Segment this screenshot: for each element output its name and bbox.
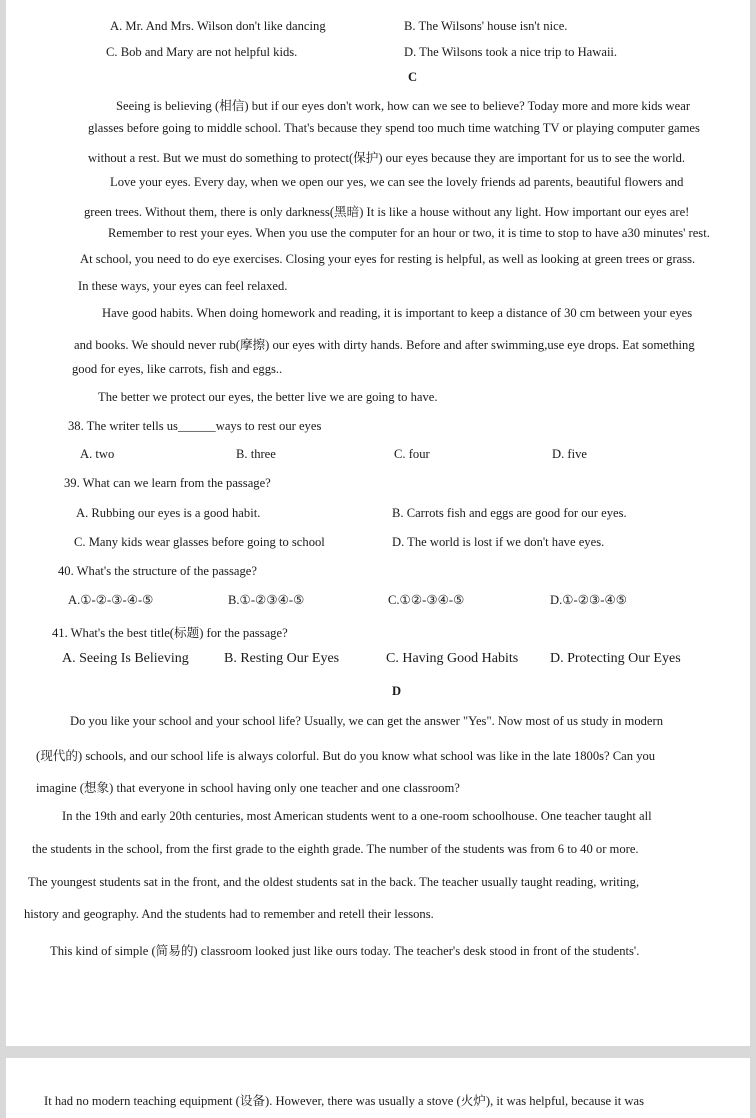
next-page-first-line: It had no modern teaching equipment (设备). However, there was usually a stove (火炉), it was helpful, because it was bbox=[44, 1094, 644, 1108]
question-38-stem: 38. The writer tells us______ways to rest our eyes bbox=[68, 419, 322, 433]
question-40-option-b: B.①-②③④-⑤ bbox=[228, 593, 305, 607]
question-41-option-b: B. Resting Our Eyes bbox=[224, 651, 340, 666]
section-d-heading: D bbox=[392, 684, 402, 698]
question-38-option-d: D. five bbox=[552, 447, 587, 461]
passage-d-line: imagine (想象) that everyone in school having only one teacher and one classroom? bbox=[36, 781, 460, 795]
option-b-prev: B. The Wilsons' house isn't nice. bbox=[404, 19, 568, 33]
passage-c-line: green trees. Without them, there is only darkness(黑暗) It is like a house without any light. How important our eyes are! bbox=[84, 205, 690, 219]
passage-d-line: Do you like your school and your school life? Usually, we can get the answer "Yes". Now most of us study in modern bbox=[70, 714, 663, 728]
question-40-option-c: C.①②-③④-⑤ bbox=[388, 593, 465, 607]
question-40-stem: 40. What's the structure of the passage? bbox=[58, 564, 257, 578]
question-41-stem: 41. What's the best title(标题) for the passage? bbox=[52, 626, 288, 640]
question-38-option-c: C. four bbox=[394, 447, 430, 461]
passage-d-line: This kind of simple (简易的) classroom looked just like ours today. The teacher's desk stood in front of the students'. bbox=[50, 944, 640, 958]
question-38-option-b: B. three bbox=[236, 447, 276, 461]
passage-c-line: The better we protect our eyes, the better live we are going to have. bbox=[98, 390, 438, 404]
passage-c-line: and books. We should never rub(摩擦) our eyes with dirty hands. Before and after swimming,use eye drops. Eat something bbox=[74, 338, 695, 352]
question-39-option-b: B. Carrots fish and eggs are good for our eyes. bbox=[392, 506, 627, 520]
passage-c-line: glasses before going to middle school. That's because they spend too much time watching TV or playing computer games bbox=[88, 121, 700, 135]
question-39-option-c: C. Many kids wear glasses before going to school bbox=[74, 535, 325, 549]
question-39-stem: 39. What can we learn from the passage? bbox=[64, 476, 271, 490]
passage-c-line: At school, you need to do eye exercises. Closing your eyes for resting is helpful, as well as looking at green trees or grass. bbox=[80, 252, 696, 266]
next-exam-page bbox=[6, 1058, 750, 1118]
option-d-prev: D. The Wilsons took a nice trip to Hawaii. bbox=[404, 45, 618, 59]
passage-d-line: In the 19th and early 20th centuries, most American students went to a one-room schoolhouse. One teacher taught all bbox=[62, 809, 652, 823]
question-38-option-a: A. two bbox=[80, 447, 115, 461]
option-c-prev: C. Bob and Mary are not helpful kids. bbox=[106, 45, 298, 59]
question-40-option-a: A.①-②-③-④-⑤ bbox=[68, 593, 154, 607]
question-39-option-a: A. Rubbing our eyes is a good habit. bbox=[76, 506, 261, 520]
passage-c-line: Love your eyes. Every day, when we open our yes, we can see the lovely friends ad parents, beautiful flowers and bbox=[110, 175, 684, 189]
passage-c-line: Have good habits. When doing homework and reading, it is important to keep a distance of 30 cm between your eyes bbox=[102, 306, 693, 320]
passage-c-line: without a rest. But we must do something to protect(保护) our eyes because they are important for us to see the world. bbox=[88, 151, 686, 165]
section-c-heading: C bbox=[408, 70, 418, 84]
passage-c-line: Remember to rest your eyes. When you use the computer for an hour or two, it is time to stop to have a30 minutes' rest. bbox=[108, 226, 710, 240]
question-40-option-d: D.①-②③-④⑤ bbox=[550, 593, 628, 607]
passage-d-line: the students in the school, from the first grade to the eighth grade. The number of the students was from 6 to 40 or more. bbox=[32, 842, 639, 856]
passage-d-line: (现代的) schools, and our school life is always colorful. But do you know what school was like in the late 1800s? Can you bbox=[36, 749, 656, 763]
passage-d-line: The youngest students sat in the front, and the oldest students sat in the back. The teacher usually taught reading, writing, bbox=[28, 875, 640, 889]
passage-c-line: In these ways, your eyes can feel relaxed. bbox=[78, 279, 288, 293]
question-39-option-d: D. The world is lost if we don't have eyes. bbox=[392, 535, 605, 549]
question-41-option-c: C. Having Good Habits bbox=[386, 651, 519, 666]
passage-c-line: good for eyes, like carrots, fish and eggs.. bbox=[72, 362, 283, 376]
option-a-prev: A. Mr. And Mrs. Wilson don't like dancing bbox=[110, 19, 326, 33]
question-41-option-d: D. Protecting Our Eyes bbox=[550, 651, 681, 666]
question-41-option-a: A. Seeing Is Believing bbox=[62, 651, 189, 666]
exam-page bbox=[6, 0, 750, 1046]
passage-c-line: Seeing is believing (相信) but if our eyes don't work, how can we see to believe? Today more and more kids wear bbox=[116, 99, 691, 113]
passage-d-line: history and geography. And the students had to remember and retell their lessons. bbox=[24, 907, 434, 921]
